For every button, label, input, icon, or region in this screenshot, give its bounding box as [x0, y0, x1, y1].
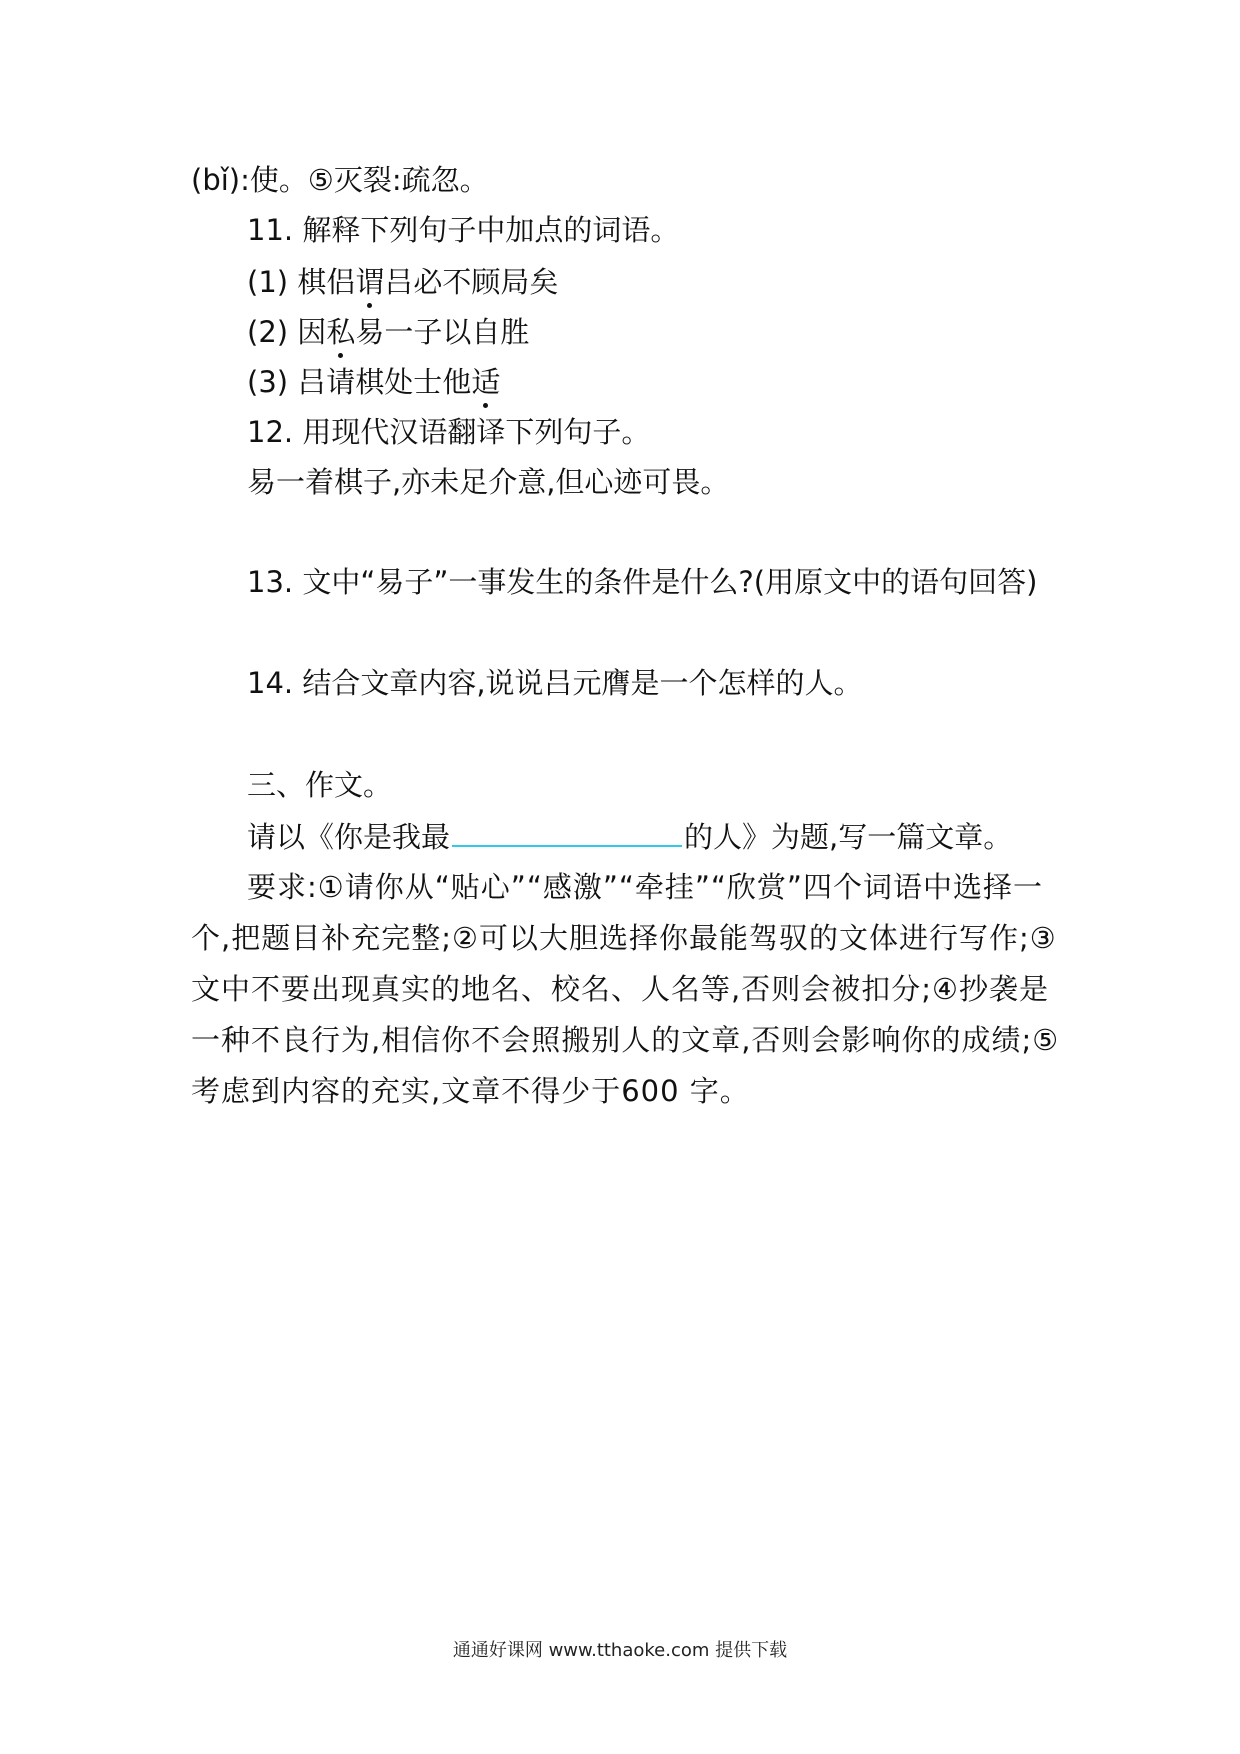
- question-11-heading: 11. 解释下列句子中加点的词语。: [247, 213, 680, 247]
- item-3-dotted-word: 适: [471, 362, 500, 402]
- question-11-item-2: [247, 312, 529, 352]
- essay-title-post: 的人》为题,写一篇文章。: [684, 820, 1013, 854]
- question-12-heading: 12. 用现代汉语翻译下列句子。: [247, 415, 651, 449]
- item-2-dotted-word: 私: [326, 312, 355, 352]
- page-footer: 通通好课网 www.tthaoke.com 提供下载: [452, 1640, 788, 1661]
- item-1-post: 吕必不顾局矣: [384, 265, 559, 299]
- essay-requirements: 要求:①请你从“贴心”“感激”“牵挂”“欣赏”四个词语中选择一个,把题目补充完整;②可以大胆选择你最能驾驭的文体进行写作;③文中不要出现真实的地名、校名、人名等,否则会被扣分;④抄袭是一种不良行为,相信你不会照搬别人的文章,否则会影响你的成绩;⑤考虑到内容的充实,文章不得少于600 字。: [191, 870, 1060, 1108]
- essay-title-pre: 请以《你是我最: [247, 820, 451, 854]
- item-1-pre: (1) 棋侣: [247, 265, 356, 299]
- annotation-continuation: (bǐ):使。⑤灭裂:疏忽。: [191, 163, 489, 197]
- item-1-dotted-word: 谓: [355, 262, 384, 302]
- question-13: 13. 文中“易子”一事发生的条件是什么?(用原文中的语句回答): [247, 565, 1038, 599]
- essay-title-blank[interactable]: [452, 815, 682, 847]
- section-3-heading: 三、作文。: [247, 768, 393, 802]
- item-2-post: 易一子以自胜: [355, 315, 530, 349]
- question-11-item-3: [247, 362, 500, 402]
- item-2-pre: (2) 因: [247, 315, 327, 349]
- item-3-pre: (3) 吕请棋处士他: [247, 365, 472, 399]
- question-12-sentence: 易一着棋子,亦未足介意,但心迹可畏。: [247, 465, 730, 499]
- question-14: 14. 结合文章内容,说说吕元膺是一个怎样的人。: [247, 666, 863, 700]
- question-11-item-1: [247, 262, 558, 302]
- essay-title-line: [247, 815, 1012, 857]
